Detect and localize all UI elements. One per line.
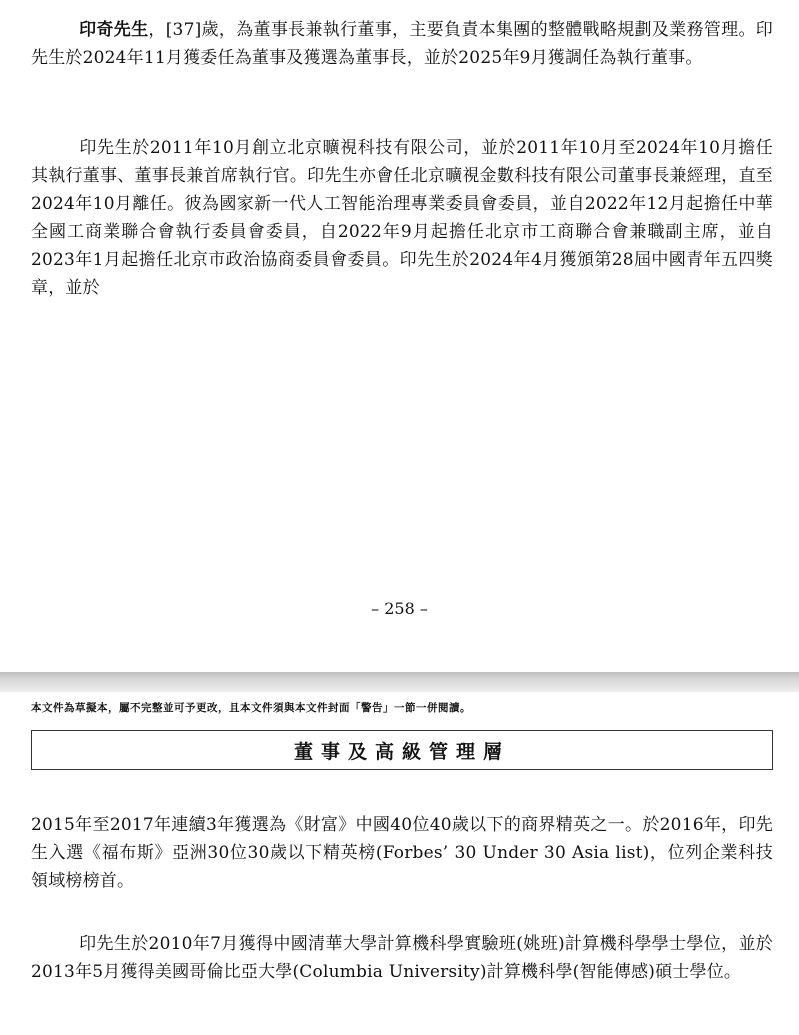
section-title: 董事及高級管理層: [293, 740, 510, 763]
draft-notice: 本文件為草擬本，屬不完整並可予更改，且本文件須與本文件封面「警告」一節一併閱讀。: [31, 702, 471, 714]
bio-paragraph-4-text: 印先生於2010年7月獲得中國清華大學計算機科學實驗班(姚班)計算機科學學士學位，並於2013年5月獲得美國哥倫比亞大學(Columbia University)計算機科學(智能傳感)碩士學位。: [31, 934, 773, 982]
section-header-box: [31, 730, 773, 770]
bio-paragraph-3: [31, 811, 773, 895]
bio-paragraph-2: [31, 134, 773, 302]
bio-paragraph-1-text: ，[37]歲，為董事長兼執行董事，主要負責本集團的整體戰略規劃及業務管理。印先生於2024年11月獲委任為董事及獲選為董事長，並於2025年9月獲調任為執行董事。: [31, 20, 773, 68]
director-name: 印奇先生: [79, 20, 149, 40]
bio-paragraph-2-text: 印先生於2011年10月創立北京曠視科技有限公司，並於2011年10月至2024年10月擔任其執行董事、董事長兼首席執行官。印先生亦會任北京曠視金數科技有限公司董事長兼經理，直至2024年10月離任。彼為國家新一代人工智能治理專業委員會委員，並自2022年12月起擔任中華全國工商業聯合會執行委員會委員，自2022年9月起擔任北京市工商聯合會兼職副主席，並自2023年1月起擔任北京市政治協商委員會委員。印先生於2024年4月獲頒第28屆中國青年五四獎章，並於: [31, 138, 773, 298]
bio-paragraph-3-text: 2015年至2017年連續3年獲選為《財富》中國40位40歲以下的商界精英之一。於2016年，印先生入選《福布斯》亞洲30位30歲以下精英榜(Forbes’ 30 Under 30 Asia list)，位列企業科技領域榜榜首。: [31, 815, 773, 891]
page-number: – 258 –: [371, 599, 428, 618]
bio-paragraph-4: [31, 930, 773, 986]
bio-paragraph-1: [31, 16, 773, 72]
page-separator: [0, 672, 799, 692]
